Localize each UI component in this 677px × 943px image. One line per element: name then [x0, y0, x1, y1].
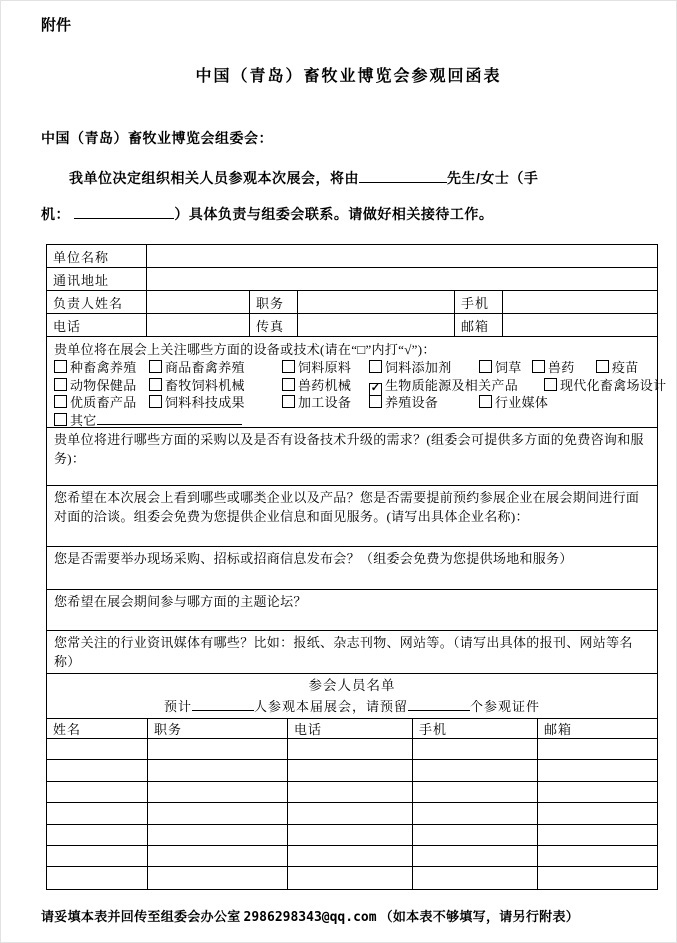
phone-label: 电话 — [47, 314, 147, 336]
participant-phone-cell[interactable] — [288, 739, 413, 759]
participant-row — [47, 739, 657, 760]
participant-mobile-cell[interactable] — [413, 739, 538, 759]
interest-row-3 — [54, 394, 650, 412]
checkbox-icon — [282, 360, 295, 373]
checkbox-item[interactable] — [282, 394, 369, 412]
checkbox-item[interactable] — [282, 377, 369, 395]
participant-name-cell[interactable] — [47, 803, 148, 823]
interest-prompt: 贵单位将在展会上关注哪些方面的设备或技术(请在“□”内打“√”)： — [54, 342, 436, 357]
participant-position-cell[interactable] — [148, 760, 288, 780]
checkbox-icon — [282, 378, 295, 391]
participant-phone-cell[interactable] — [288, 803, 413, 823]
address-row — [47, 268, 657, 291]
participant-mobile-cell[interactable] — [413, 760, 538, 780]
responsible-name-blank[interactable] — [359, 182, 447, 183]
participant-position-cell[interactable] — [148, 782, 288, 802]
checkbox-icon — [532, 360, 545, 373]
intro-line-2 — [41, 196, 656, 232]
participant-email-cell[interactable] — [538, 867, 657, 888]
participant-row — [47, 760, 657, 781]
checkbox-item[interactable] — [54, 377, 149, 395]
interest-row-other — [54, 412, 650, 430]
participant-name-cell[interactable] — [47, 739, 148, 759]
participant-email-cell[interactable] — [538, 825, 657, 845]
header-email: 邮箱 — [544, 722, 573, 737]
participant-phone-cell[interactable] — [288, 825, 413, 845]
checkbox-label: 兽药机械 — [298, 377, 352, 393]
subtitle-text: 个参观证件 — [470, 699, 541, 714]
checkbox-label: 兽药 — [548, 360, 575, 375]
question-media[interactable] — [47, 631, 657, 674]
salutation: 中国（青岛）畜牧业博览会组委会： — [41, 130, 273, 146]
participant-email-cell[interactable] — [538, 760, 657, 780]
checkbox-item[interactable] — [282, 359, 369, 377]
checkbox-icon — [54, 360, 67, 373]
checkbox-label: 动物保健品 — [70, 377, 137, 393]
question-text: 您希望在本次展会上看到哪些或哪类企业以及产品？您是否需要提前预约参展企业在展会期间进行面对面的洽谈。组委会免费为您提供企业信息和面见服务。(请写出具体企业名称)： — [54, 490, 640, 524]
checkbox-icon — [149, 395, 162, 408]
intro-text: 机： — [41, 206, 70, 222]
participant-position-cell[interactable] — [148, 846, 288, 866]
question-forum[interactable] — [47, 590, 657, 631]
participant-table-header — [47, 719, 657, 739]
participant-name-cell[interactable] — [47, 867, 148, 888]
checkbox-item[interactable] — [149, 377, 282, 395]
checkbox-icon — [544, 378, 557, 391]
checkbox-label: 生物质能源及相关产品 — [385, 377, 519, 393]
checkbox-icon — [369, 395, 382, 408]
intro-text: 我单位决定组织相关人员参观本次展会，将由 — [69, 170, 359, 186]
interest-row-2 — [54, 377, 667, 395]
checkbox-item-other[interactable] — [54, 412, 97, 430]
position-label: 职务 — [250, 291, 298, 313]
page-title: 中国（青岛）畜牧业博览会参观回函表 — [195, 68, 502, 85]
checkbox-item[interactable] — [479, 394, 548, 412]
intro-paragraph — [41, 160, 656, 232]
checkbox-item-checked[interactable] — [369, 377, 544, 396]
contact-name-label: 负责人姓名 — [47, 291, 147, 313]
participant-mobile-cell[interactable] — [413, 867, 538, 888]
question-info-session[interactable] — [47, 547, 657, 590]
checkbox-icon — [596, 360, 609, 373]
participant-phone-cell[interactable] — [288, 867, 413, 888]
checkbox-item[interactable] — [596, 359, 639, 377]
company-name-input[interactable] — [147, 245, 657, 267]
contact-row — [47, 291, 657, 314]
participants-header-block — [47, 674, 657, 719]
checkbox-item[interactable] — [149, 394, 282, 412]
checkbox-item[interactable] — [544, 377, 666, 395]
checkbox-item[interactable] — [149, 359, 282, 377]
checkbox-icon — [54, 413, 67, 426]
participant-name-cell[interactable] — [47, 782, 148, 802]
participant-row — [47, 846, 657, 867]
participant-row — [47, 782, 657, 803]
participant-row — [47, 825, 657, 846]
intro-text: ）具体负责与组委会联系。请做好相关接待工作。 — [174, 206, 494, 222]
checkbox-label: 现代化畜禽场设计 — [560, 377, 667, 393]
contact-name-input[interactable] — [147, 291, 250, 313]
mobile-number-blank[interactable] — [74, 218, 174, 219]
participant-row — [47, 803, 657, 824]
participant-mobile-cell[interactable] — [413, 825, 538, 845]
participant-mobile-cell[interactable] — [413, 846, 538, 866]
address-input[interactable] — [147, 268, 657, 290]
checkbox-icon — [149, 360, 162, 373]
subtitle-text: 人参观本届展会，请预留 — [253, 699, 408, 714]
participant-mobile-cell[interactable] — [413, 803, 538, 823]
participant-phone-cell[interactable] — [288, 782, 413, 802]
checkbox-icon — [149, 378, 162, 391]
participant-row — [47, 867, 657, 888]
participants-title: 参会人员名单 — [308, 678, 396, 693]
checkbox-item[interactable] — [479, 359, 532, 377]
checkbox-label: 其它 — [70, 412, 97, 428]
header-position: 职务 — [148, 719, 288, 738]
header-phone: 电话 — [288, 719, 413, 738]
position-input[interactable] — [298, 291, 455, 313]
footer-email: 2986298343@qq.com — [243, 909, 377, 925]
participant-email-cell[interactable] — [538, 782, 657, 802]
header-name: 姓名 — [47, 719, 148, 738]
question-text: 您是否需要举办现场采购、招标或招商信息发布会？（组委会免费为您提供场地和服务） — [54, 551, 573, 566]
company-name-row — [47, 245, 657, 268]
badge-count-blank[interactable] — [408, 710, 470, 711]
reply-form-table — [46, 244, 667, 890]
footer-note — [41, 908, 656, 927]
interest-section — [47, 337, 667, 428]
checkbox-label: 饲料添加剂 — [385, 360, 452, 375]
participant-position-cell[interactable] — [148, 867, 288, 888]
checkbox-icon — [282, 395, 295, 408]
checkbox-icon — [54, 378, 67, 391]
fax-input[interactable] — [298, 314, 455, 336]
mobile-input[interactable] — [503, 291, 657, 313]
footer-text: （如本表不够填写，请另行附表） — [379, 908, 580, 924]
participant-name-cell[interactable] — [47, 846, 148, 866]
participant-position-cell[interactable] — [148, 739, 288, 759]
footer-text: 请妥填本表并回传至组委会办公室 — [41, 908, 241, 924]
checkbox-label: 饲草 — [495, 360, 522, 375]
participant-name-cell[interactable] — [47, 825, 148, 845]
participant-phone-cell[interactable] — [288, 760, 413, 780]
address-label: 通讯地址 — [47, 268, 147, 290]
subtitle-text: 预计 — [163, 699, 192, 714]
other-option-blank[interactable] — [97, 424, 242, 425]
expected-count-blank[interactable] — [192, 710, 254, 711]
checkbox-icon — [479, 360, 492, 373]
intro-line-1 — [41, 160, 656, 196]
participant-phone-cell[interactable] — [288, 846, 413, 866]
participant-email-cell[interactable] — [538, 739, 657, 759]
mobile-label: 手机 — [455, 291, 503, 313]
question-text: 您希望在展会期间参与哪方面的主题论坛？ — [54, 594, 307, 609]
checkbox-icon — [369, 360, 382, 373]
attachment-label: 附件 — [41, 17, 72, 34]
checkbox-label: 优质畜产品 — [70, 395, 137, 410]
question-procurement[interactable] — [47, 428, 657, 486]
participant-email-cell[interactable] — [538, 846, 657, 866]
intro-text: 先生/女士（手 — [447, 170, 539, 186]
participant-name-cell[interactable] — [47, 760, 148, 780]
checkbox-item[interactable] — [54, 394, 149, 412]
checkbox-label: 养殖设备 — [385, 395, 439, 410]
participant-position-cell[interactable] — [148, 803, 288, 823]
checkbox-label: 畜牧饲料机械 — [165, 377, 245, 393]
checkbox-label: 加工设备 — [298, 395, 352, 410]
email-input[interactable] — [503, 314, 657, 336]
phone-input[interactable] — [147, 314, 250, 336]
checkbox-label: 饲料原料 — [298, 360, 352, 375]
question-companies[interactable] — [47, 486, 657, 547]
question-text: 您常关注的行业资讯媒体有哪些？比如：报纸、杂志刊物、网站等。（请写出具体的报刊、网站等名称） — [54, 635, 633, 669]
checkbox-item[interactable] — [369, 394, 479, 412]
company-name-label: 单位名称 — [47, 245, 147, 267]
checkbox-label: 行业媒体 — [495, 395, 549, 410]
checkbox-item[interactable] — [54, 359, 149, 377]
checkbox-label: 疫苗 — [612, 360, 639, 375]
question-text: 贵单位将进行哪些方面的采购以及是否有设备技术升级的需求？(组委会可提供多方面的免费咨询和服务)： — [54, 432, 644, 466]
phone-row — [47, 314, 657, 337]
participants-subtitle — [47, 696, 657, 717]
checkbox-item[interactable] — [532, 359, 596, 377]
participant-mobile-cell[interactable] — [413, 782, 538, 802]
checkbox-label: 饲料科技成果 — [165, 395, 245, 410]
checkbox-item[interactable] — [369, 359, 479, 377]
email-label: 邮箱 — [455, 314, 503, 336]
fax-label: 传真 — [250, 314, 298, 336]
interest-row-1 — [54, 359, 650, 377]
header-mobile: 手机 — [413, 719, 538, 738]
checkbox-label: 种畜禽养殖 — [70, 360, 137, 375]
participant-position-cell[interactable] — [148, 825, 288, 845]
checkbox-icon — [54, 395, 67, 408]
checkbox-label: 商品畜禽养殖 — [165, 360, 245, 375]
participant-email-cell[interactable] — [538, 803, 657, 823]
checkbox-icon — [479, 395, 492, 408]
